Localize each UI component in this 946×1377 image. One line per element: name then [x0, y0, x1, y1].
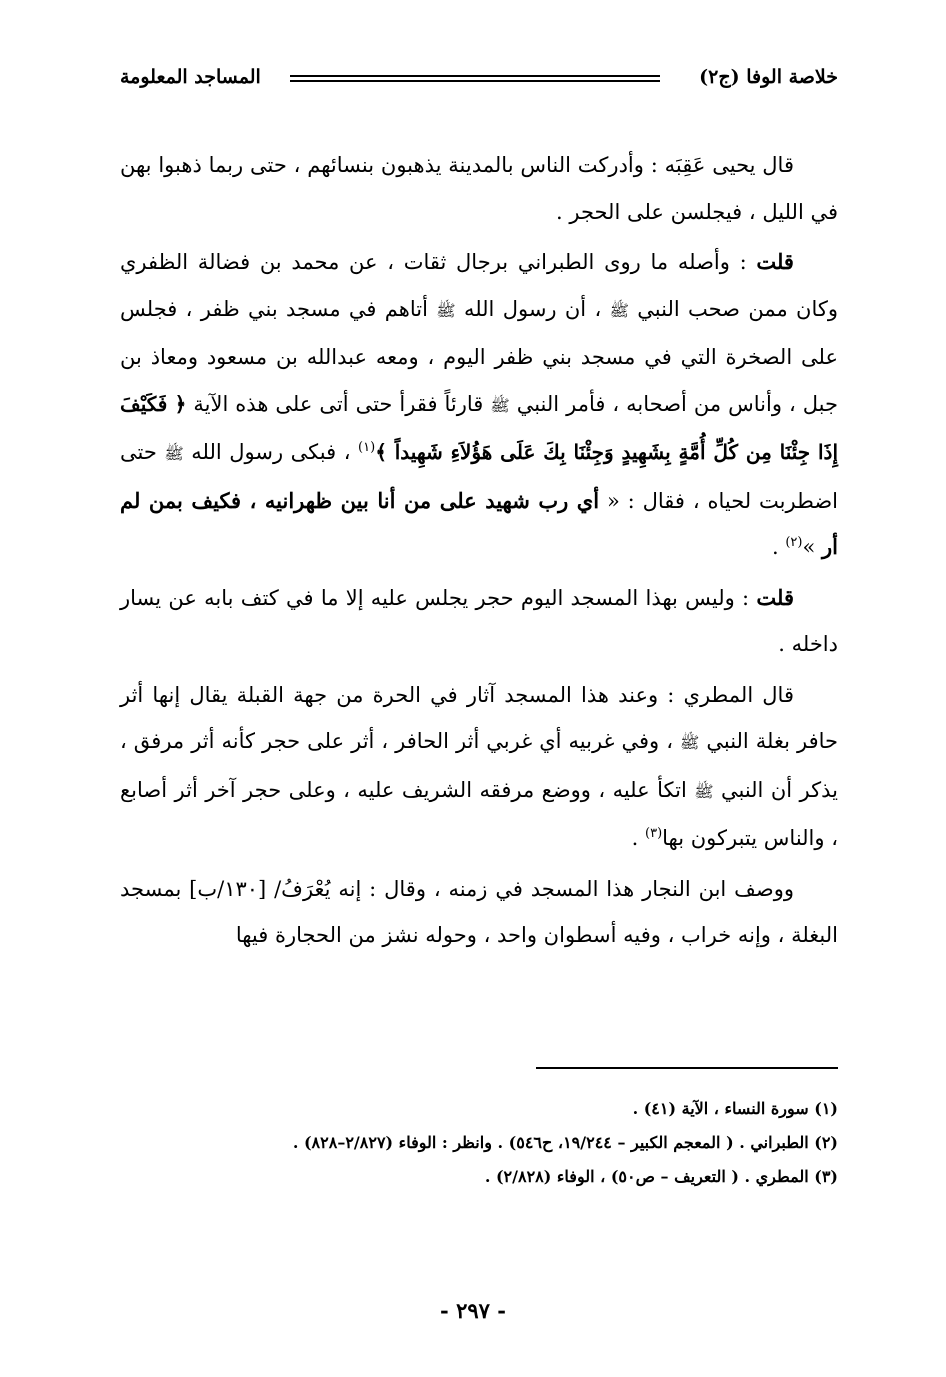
qultu-label: قلت [756, 249, 794, 274]
running-header [120, 60, 838, 96]
salla-icon: ﷺ [436, 300, 456, 320]
book-title: خلاصة الوفا (ج٢) [699, 66, 838, 88]
qultu-label: قلت [756, 584, 794, 610]
footnote-ref-1: (١) [358, 440, 376, 455]
paragraph-4-text-a: قال المطري : وعند هذا المسجد آثار في الحرة من جهة القبلة يقال إنها أثر حافر بغلة النبي [120, 682, 838, 753]
footnote-3: (٣) المطري . ( التعريف – ص٥٠) ، الوفاء (٢/٨٢٨) . [484, 1167, 838, 1186]
footnote-1: (١) سورة النساء ، الآية (٤١) . [632, 1099, 838, 1118]
paragraph-2-end: . [771, 535, 779, 559]
paragraph-1 [120, 142, 838, 235]
footnote-2: (٢) الطبراني . ( المعجم الكبير – ١٩/٢٤٤، ح٥٤٦) . وانظر : الوفاء (٢/٨٢٧–٨٢٨) . [292, 1133, 838, 1152]
paragraph-4-text-b: ، وفي غربيه أي غربي أثر الحافر ، أثر على حجر كأنه أثر مرفق ، يذكر أن النبي [120, 729, 838, 802]
hadith-text: أي رب شهيد على من أنا بين ظهرانيه ، فكيف بمن لم أر [120, 487, 838, 559]
paragraph-2 [120, 239, 838, 571]
page-number: - ٢٩٧ - [440, 1298, 506, 1323]
header-rule [290, 75, 660, 82]
paragraph-2-text-d: قارئاً فقرأ حتى أتى على هذه الآية [193, 391, 484, 416]
footnote-ref-3: (٣) [645, 826, 663, 841]
section-title: المساجد المعلومة [120, 66, 261, 88]
paragraph-4 [120, 672, 838, 862]
paragraph-2-text-c: أتاهم في مسجد بني ظفر ، فجلس على الصخرة التي في مسجد بني ظفر اليوم ، ومعه عبدالله بن مسعود ومعاذ بن جبل ، وأناس من أصحابه ، فأمر النبي [120, 296, 838, 416]
paragraph-2-text-f: حتى اضطربت لحياه ، فقال : « [120, 440, 838, 513]
footnotes [120, 1092, 838, 1194]
main-text [120, 142, 838, 963]
footnote-divider [536, 1067, 838, 1069]
paragraph-3-text: : وليس بهذا المسجد اليوم حجر يجلس عليه إلا ما في كتف بابه عن يسار داخله . [120, 585, 838, 656]
paragraph-2-text-e: ، فبكى رسول الله [191, 440, 351, 464]
salla-icon: ﷺ [609, 300, 629, 320]
paragraph-5 [120, 866, 838, 959]
paragraph-5-text: ووصف ابن النجار هذا المسجد في زمنه ، وقال : إنه يُعْرَفُ/ [١٣٠/ب] بمسجد البغلة ، وإنه خراب ، وفيه أسطوان واحد ، وحوله نشز من الحجارة فيها [120, 876, 838, 947]
paragraph-3 [120, 575, 838, 668]
paragraph-4-end: . [631, 826, 639, 850]
paragraph-2-text-g: » [802, 535, 816, 559]
paragraph-4-text-c: اتكأ عليه ، ووضع مرفقه الشريف عليه ، وعلى حجر آخر أثر أصابع ، والناس يتبركون بها [120, 777, 838, 850]
paragraph-1-text: قال يحيى عَقِبَه : وأدركت الناس بالمدينة يذهبون بنسائهم ، حتى ربما ذهبوا بهن في الليل ، فيجلسن على الحجر . [120, 153, 838, 224]
paragraph-2-text-a: : وأصله ما روى الطبراني برجال ثقات ، عن محمد بن فضالة الظفري وكان ممن صحب النبي [120, 250, 839, 321]
salla-icon: ﷺ [694, 781, 714, 801]
quran-verse: ﴿ فَكَيْفَ إِذَا جِئْنَا مِن كُلِّ أُمَّةٍ بِشَهِيدٍ وَجِئْنَا بِكَ عَلَى هَؤُلاَءِ شَهِيداً ﴾ [120, 391, 839, 464]
salla-icon: ﷺ [680, 733, 700, 752]
salla-icon: ﷺ [490, 395, 510, 415]
paragraph-2-text-b: ، أن رسول الله [463, 296, 602, 321]
salla-icon: ﷺ [164, 444, 184, 463]
footnote-ref-2: (٢) [785, 535, 803, 550]
